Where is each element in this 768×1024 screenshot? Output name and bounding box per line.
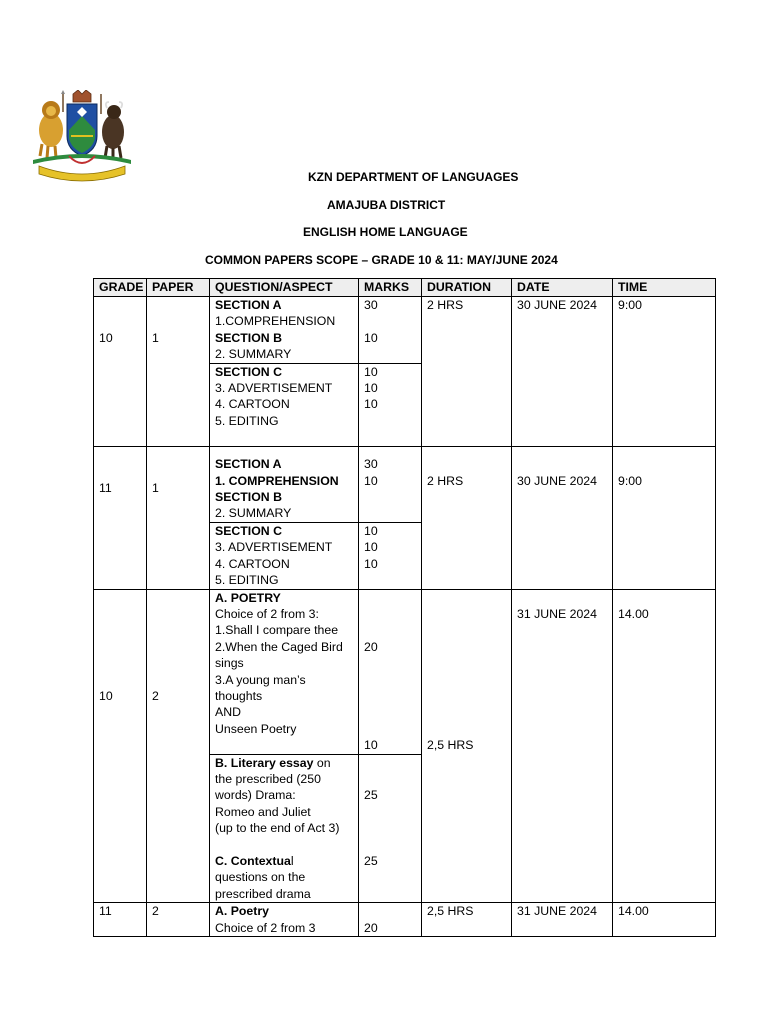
aspect-line xyxy=(215,853,353,869)
duration-cell xyxy=(422,447,512,589)
time-cell-text: 9:00 xyxy=(618,473,642,488)
marks-value xyxy=(364,886,416,902)
question-aspect-cell xyxy=(210,589,359,754)
time-cell-text: 14.00 xyxy=(618,904,649,919)
marks-cell xyxy=(359,903,422,937)
duration-cell xyxy=(422,297,512,447)
table-row xyxy=(94,903,716,937)
aspect-line xyxy=(215,837,353,853)
aspect-line: 1.Shall I compare thee xyxy=(215,623,339,638)
aspect-line: questions on the xyxy=(215,870,306,885)
date-cell-text: 30 JUNE 2024 xyxy=(517,298,597,312)
marks-value xyxy=(364,837,416,853)
question-aspect-cell xyxy=(210,297,359,364)
marks-value: 25 xyxy=(364,788,378,803)
aspect-line: SECTION B xyxy=(215,490,282,505)
header-paper: PAPER xyxy=(147,279,210,297)
marks-value xyxy=(364,606,416,622)
marks-value: 10 xyxy=(364,556,378,571)
exam-scope-table xyxy=(93,278,716,937)
duration-cell-text: 2 HRS xyxy=(427,298,464,312)
duration-cell-text: 2,5 HRS xyxy=(427,738,474,753)
aspect-line: words) Drama: xyxy=(215,788,296,803)
marks-value xyxy=(364,572,416,588)
marks-value: 10 xyxy=(364,540,378,555)
paper-cell xyxy=(147,589,210,903)
duration-cell-text: 2,5 HRS xyxy=(427,904,474,919)
aspect-line-part: on xyxy=(313,755,331,770)
header-duration: DURATION xyxy=(422,279,512,297)
aspect-line: Romeo and Juliet xyxy=(215,804,311,819)
aspect-line xyxy=(215,755,353,771)
marks-value xyxy=(364,804,416,820)
grade-cell xyxy=(94,447,147,589)
marks-cell xyxy=(359,754,422,903)
marks-value: 10 xyxy=(364,381,378,396)
question-aspect-cell xyxy=(210,522,359,589)
marks-value xyxy=(364,622,416,638)
department-heading: KZN DEPARTMENT OF LANGUAGES xyxy=(308,170,519,184)
grade-cell-text: 10 xyxy=(99,688,113,703)
aspect-line: 5. EDITING xyxy=(215,573,279,588)
marks-value xyxy=(364,346,416,362)
time-cell-text: 9:00 xyxy=(618,298,642,312)
aspect-line: Choice of 2 from 3: xyxy=(215,606,319,621)
marks-value: 25 xyxy=(364,853,378,868)
marks-value xyxy=(364,771,416,787)
aspect-line-part: B. Literary essay xyxy=(215,755,314,770)
header-time: TIME xyxy=(613,279,716,297)
aspect-line: SECTION A xyxy=(215,457,282,472)
question-aspect-cell xyxy=(210,447,359,523)
subject-heading: ENGLISH HOME LANGUAGE xyxy=(303,225,468,239)
marks-value: 10 xyxy=(364,397,378,412)
header-grade: GRADE xyxy=(94,279,147,297)
marks-cell xyxy=(359,297,422,364)
paper-cell xyxy=(147,903,210,937)
grade-cell xyxy=(94,903,147,937)
aspect-line: the prescribed (250 xyxy=(215,771,321,786)
aspect-line: A. POETRY xyxy=(215,590,281,605)
question-aspect-cell xyxy=(210,903,359,937)
aspect-line: 3. ADVERTISEMENT xyxy=(215,381,333,396)
header-question-aspect: QUESTION/ASPECT xyxy=(210,279,359,297)
duration-cell xyxy=(422,903,512,937)
marks-value xyxy=(364,590,416,606)
marks-value xyxy=(364,671,416,687)
marks-value xyxy=(364,820,416,836)
aspect-line: 4. CARTOON xyxy=(215,556,290,571)
aspect-line: 1.COMPREHENSION xyxy=(215,314,336,329)
grade-cell-text: 10 xyxy=(99,330,113,345)
marks-value xyxy=(364,755,416,771)
marks-value xyxy=(364,869,416,885)
paper-cell-text: 2 xyxy=(152,688,159,703)
question-aspect-cell xyxy=(210,754,359,903)
marks-value xyxy=(364,489,416,505)
aspect-line: 2. SUMMARY xyxy=(215,506,292,521)
aspect-line: AND xyxy=(215,705,241,720)
marks-cell xyxy=(359,589,422,754)
aspect-line: 4. CARTOON xyxy=(215,397,290,412)
marks-value: 10 xyxy=(364,364,378,379)
duration-cell-text: 2 HRS xyxy=(427,473,464,488)
table-row xyxy=(94,589,716,754)
marks-cell xyxy=(359,522,422,589)
aspect-line: SECTION B xyxy=(215,330,282,345)
aspect-line: 3. ADVERTISEMENT xyxy=(215,540,333,555)
marks-value xyxy=(364,505,416,521)
date-cell xyxy=(512,589,613,903)
marks-value: 10 xyxy=(364,330,378,345)
aspect-line: 1. COMPREHENSION xyxy=(215,473,339,488)
date-cell-text: 30 JUNE 2024 xyxy=(517,473,597,488)
aspect-line: 2.When the Caged Bird xyxy=(215,639,343,654)
aspect-line: 5. EDITING xyxy=(215,413,279,428)
aspect-line: sings xyxy=(215,656,244,671)
aspect-line: thoughts xyxy=(215,688,263,703)
marks-value xyxy=(364,413,416,429)
marks-cell xyxy=(359,363,422,447)
date-cell-text: 31 JUNE 2024 xyxy=(517,904,597,919)
marks-value xyxy=(364,721,416,737)
aspect-line: SECTION A xyxy=(215,298,282,312)
question-aspect-cell xyxy=(210,363,359,447)
district-heading: AMAJUBA DISTRICT xyxy=(327,198,446,212)
paper-cell xyxy=(147,297,210,447)
table-row xyxy=(94,297,716,364)
marks-value: 10 xyxy=(364,738,378,753)
marks-cell xyxy=(359,447,422,523)
marks-value: 20 xyxy=(364,920,378,935)
aspect-line: (up to the end of Act 3) xyxy=(215,821,340,836)
time-cell-text: 14.00 xyxy=(618,606,649,621)
aspect-line-part: l xyxy=(290,853,294,868)
scope-heading: COMMON PAPERS SCOPE – GRADE 10 & 11: MAY/JUNE 2024 xyxy=(205,253,558,267)
aspect-line: 2. SUMMARY xyxy=(215,347,292,362)
marks-value xyxy=(364,655,416,671)
aspect-line: Choice of 2 from 3 xyxy=(215,920,316,935)
marks-value: 10 xyxy=(364,473,378,488)
grade-cell-text: 11 xyxy=(99,481,112,496)
marks-value xyxy=(364,313,416,329)
header-marks: MARKS xyxy=(359,279,422,297)
aspect-line: 3.A young man’s xyxy=(215,672,306,687)
table-header-row xyxy=(94,279,716,297)
time-cell xyxy=(613,903,716,937)
date-cell xyxy=(512,297,613,447)
aspect-line: SECTION C xyxy=(215,364,282,379)
marks-value xyxy=(364,704,416,720)
marks-value xyxy=(364,688,416,704)
aspect-line-part: C. Contextua xyxy=(215,853,291,868)
date-cell xyxy=(512,903,613,937)
grade-cell xyxy=(94,589,147,903)
time-cell xyxy=(613,589,716,903)
table-row xyxy=(94,447,716,523)
paper-cell xyxy=(147,447,210,589)
marks-value: 30 xyxy=(364,457,378,472)
time-cell xyxy=(613,297,716,447)
kwazulu-natal-coat-of-arms-icon xyxy=(29,90,135,182)
time-cell xyxy=(613,447,716,589)
paper-cell-text: 1 xyxy=(152,481,159,496)
marks-value: 30 xyxy=(364,298,378,312)
aspect-line: Unseen Poetry xyxy=(215,721,297,736)
date-cell xyxy=(512,447,613,589)
paper-cell-text: 2 xyxy=(152,904,159,919)
paper-cell-text: 1 xyxy=(152,330,159,345)
aspect-line: A. Poetry xyxy=(215,904,269,919)
header-date: DATE xyxy=(512,279,613,297)
aspect-line xyxy=(215,737,353,753)
duration-cell xyxy=(422,589,512,903)
grade-cell-text: 11 xyxy=(99,904,112,919)
aspect-line: SECTION C xyxy=(215,523,282,538)
marks-value: 10 xyxy=(364,523,378,538)
aspect-line: prescribed drama xyxy=(215,886,311,901)
date-cell-text: 31 JUNE 2024 xyxy=(517,606,597,621)
marks-value xyxy=(364,903,416,919)
grade-cell xyxy=(94,297,147,447)
marks-value: 20 xyxy=(364,639,378,654)
